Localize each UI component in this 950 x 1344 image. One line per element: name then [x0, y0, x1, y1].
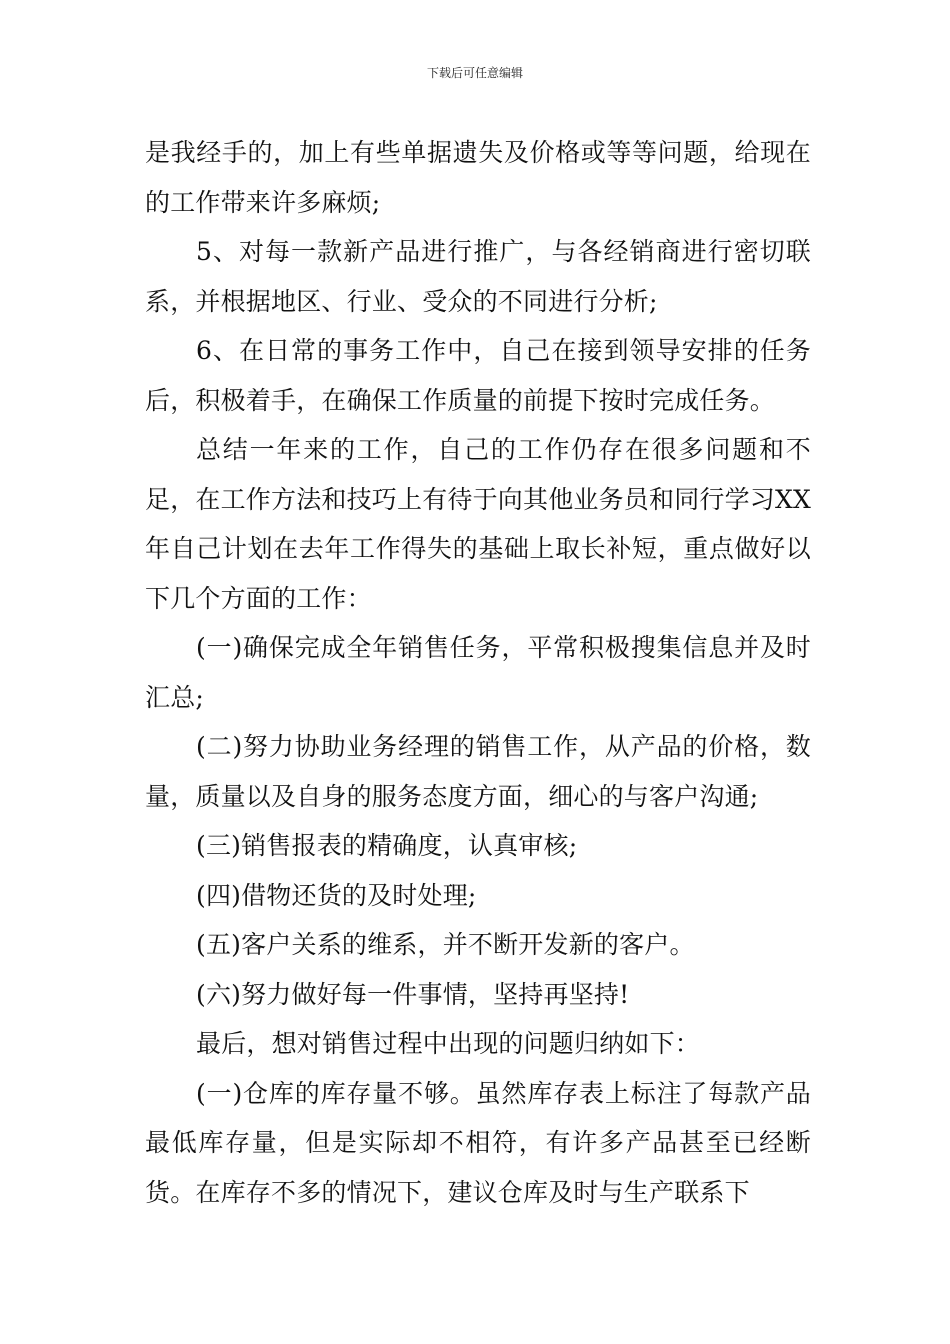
- paragraph: 是我经手的，加上有些单据遗失及价格或等等问题，给现在的工作带来许多麻烦;: [145, 138, 811, 217]
- paragraph: (三)销售报表的精确度，认真审核;: [196, 831, 578, 860]
- paragraph: (六)努力做好每一件事情，坚持再坚持!: [196, 979, 630, 1009]
- paragraph: 最后，想对销售过程中出现的问题归纳如下：: [196, 1029, 701, 1058]
- paragraph: (一)仓库的库存量不够。虽然库存表上标注了每款产品最低库存量，但是实际却不相符，有许多产品甚至已经断货。在库存不多的情况下，建议仓库及时与生产联系下: [145, 1078, 811, 1207]
- paragraph: 总结一年来的工作，自己的工作仍存在很多问题和不足，在工作方法和技巧上有待于向其他业务员和同行学习XX年自己计划在去年工作得失的基础上取长补短，重点做好以下几个方面的工作：: [145, 435, 811, 613]
- paragraph: (四)借物还货的及时处理;: [196, 880, 477, 910]
- paragraph: (一)确保完成全年销售任务，平常积极搜集信息并及时汇总;: [145, 633, 811, 712]
- paragraph: 6、在日常的事务工作中，自己在接到领导安排的任务后，积极着手，在确保工作质量的前提下按时完成任务。: [145, 336, 811, 415]
- page-header: 下载后可任意编辑: [426, 66, 523, 80]
- paragraph: (五)客户关系的维系，并不断开发新的客户。: [196, 930, 695, 959]
- document-body: [145, 128, 811, 1217]
- paragraph: 5、对每一款新产品进行推广，与各经销商进行密切联系，并根据地区、行业、受众的不同进行分析;: [145, 237, 811, 316]
- paragraph: (二)努力协助业务经理的销售工作，从产品的价格，数量，质量以及自身的服务态度方面，细心的与客户沟通;: [145, 732, 811, 811]
